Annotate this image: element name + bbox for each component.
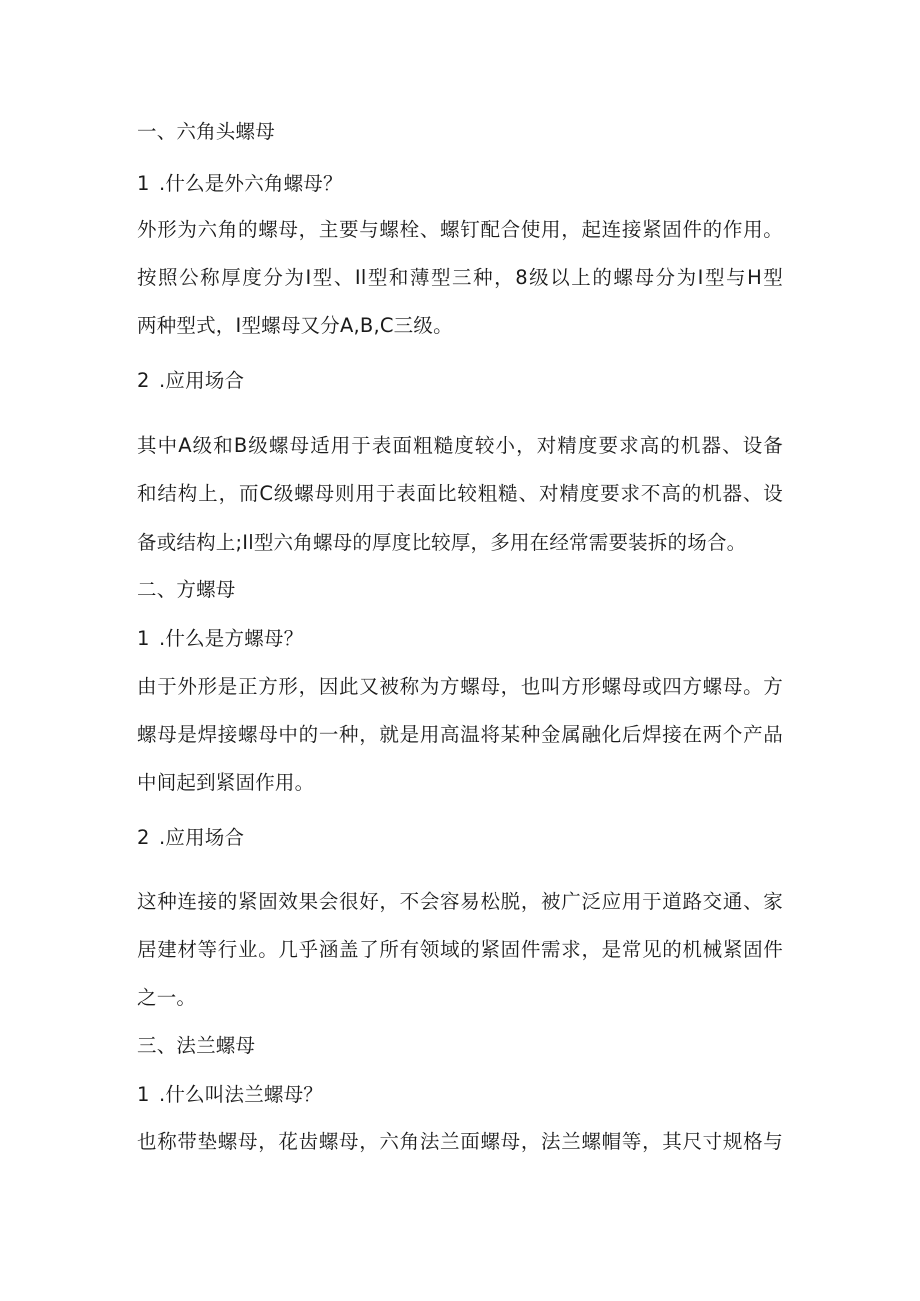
- paragraph-line: 这种连接的紧固效果会很好，不会容易松脱，被广泛应用于道路交通、家: [137, 890, 783, 913]
- subheading-what-is-flange-nut: [137, 1082, 323, 1108]
- paragraph-line: 也称带垫螺母，花齿螺母，六角法兰面螺母，法兰螺帽等，其尺寸规格与: [137, 1130, 783, 1153]
- subheading-application: [137, 825, 244, 851]
- paragraph-line: 备或结构上;Il型六角螺母的厚度比较厚，多用在经常需要装拆的场合。: [137, 531, 747, 554]
- subheading-number: 1: [137, 627, 150, 650]
- paragraph-line: 和结构上，而C级螺母则用于表面比较粗糙、对精度要求不高的机器、设: [137, 482, 783, 505]
- paragraph-line: 外形为六角的螺母，主要与螺栓、螺钉配合使用，起连接紧固件的作用。: [137, 218, 783, 241]
- subheading-application: [137, 368, 244, 394]
- paragraph-line: 之一。: [137, 986, 197, 1009]
- paragraph-line: 两种型式，I型螺母又分A,B,C三级。: [137, 314, 453, 337]
- paragraph-line: 中间起到紧固作用。: [137, 771, 315, 794]
- section-heading-square-nut: 二、方螺母: [137, 578, 236, 601]
- paragraph-line: 其中A级和B级螺母适用于表面粗糙度较小，对精度要求高的机器、设备: [137, 434, 783, 457]
- section-heading-hex-nut: 一、六角头螺母: [137, 120, 275, 143]
- subheading-what-is-hex-nut: [137, 171, 343, 197]
- subheading-title: .什么是方螺母？: [159, 627, 304, 650]
- subheading-number: 1: [137, 1083, 150, 1106]
- subheading-title: .应用场合: [159, 826, 245, 849]
- subheading-what-is-square-nut: [137, 626, 303, 652]
- subheading-number: 1: [137, 172, 150, 195]
- subheading-title: .应用场合: [159, 369, 245, 392]
- subheading-number: 2: [137, 369, 150, 392]
- subheading-title: .什么是外六角螺母？: [159, 172, 343, 195]
- paragraph-line: 居建材等行业。几乎涵盖了所有领域的紧固件需求，是常见的机械紧固件: [137, 938, 783, 961]
- subheading-number: 2: [137, 826, 150, 849]
- subheading-title: .什么叫法兰螺母？: [159, 1083, 323, 1106]
- paragraph-line: 螺母是焊接螺母中的一种，就是用高温将某种金属融化后焊接在两个产品: [137, 723, 783, 746]
- paragraph-line: 由于外形是正方形，因此又被称为方螺母，也叫方形螺母或四方螺母。方: [137, 675, 783, 698]
- paragraph-line: 按照公称厚度分为I型、Il型和薄型三种，8级以上的螺母分为I型与H型: [137, 266, 783, 289]
- section-heading-flange-nut: 三、法兰螺母: [137, 1034, 256, 1057]
